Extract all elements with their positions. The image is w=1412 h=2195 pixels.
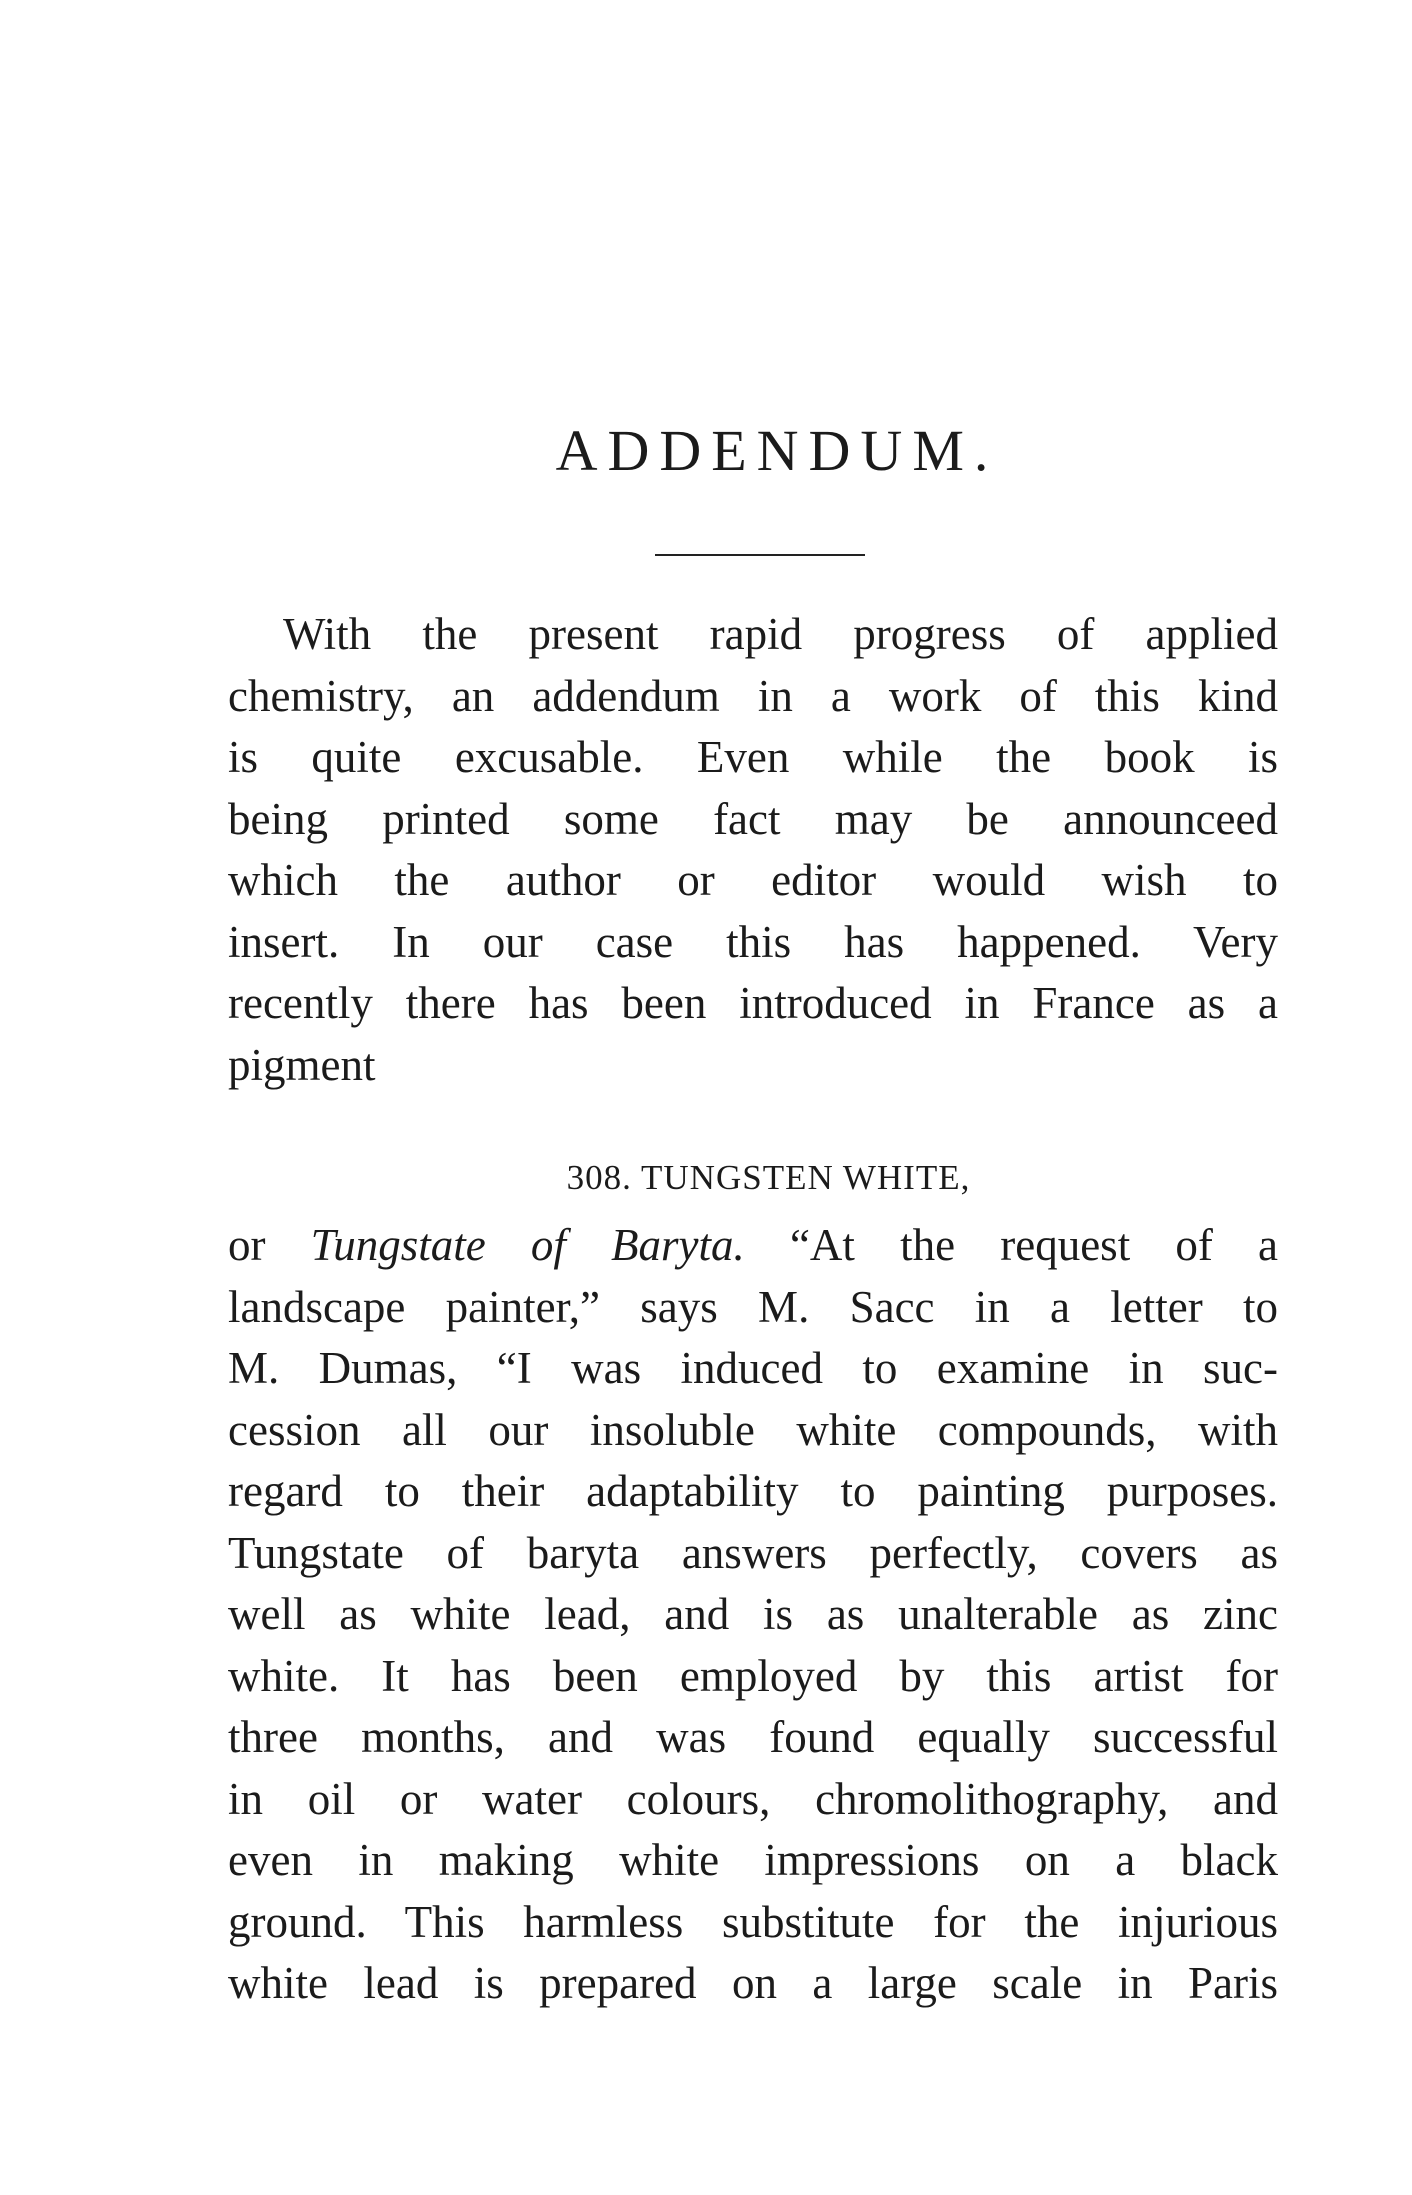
paragraph-line: which the author or editor would wish to — [228, 855, 1278, 905]
paragraph-line: With the present rapid progress of applied — [283, 609, 1278, 659]
tungsten-white-paragraph — [228, 1215, 1278, 2015]
paragraph-line: white. It has been employed by this artist for — [228, 1650, 1278, 1701]
paragraph-first-line — [228, 1215, 1278, 1277]
intro-paragraph — [228, 604, 1278, 1096]
paragraph-line: three months, and was found equally successful — [228, 1712, 1278, 1762]
paragraph-line: ground. This harmless substitute for the injurious — [228, 1896, 1278, 1947]
paragraph-line: pigment — [228, 1039, 376, 1090]
paragraph-line: even in making white impressions on a black — [228, 1835, 1278, 1885]
paragraph-line: regard to their adaptability to painting purposes. — [228, 1466, 1278, 1516]
paragraph-line: landscape painter,” says M. Sacc in a letter to — [228, 1281, 1278, 1332]
paragraph-line: Tungstate of baryta answers perfectly, covers as — [228, 1527, 1278, 1578]
italic-term: Tungstate of Baryta. — [310, 1220, 745, 1270]
title-divider — [655, 554, 865, 556]
paragraph-line: recently there has been introduced in France as a — [228, 978, 1278, 1028]
line-prefix: or — [228, 1220, 311, 1270]
paragraph-line: insert. In our case this has happened. Very — [228, 916, 1278, 967]
paragraph-line: chemistry, an addendum in a work of this kind — [228, 670, 1278, 721]
paragraph-line: being printed some fact may be announceed — [228, 793, 1278, 844]
section-heading: 308. TUNGSTEN WHITE, — [566, 1158, 971, 1197]
page-title: ADDENDUM. — [555, 418, 999, 483]
paragraph-line: in oil or water colours, chromolithography, and — [228, 1773, 1278, 1824]
paragraph-line: cession all our insoluble white compounds, with — [228, 1404, 1278, 1455]
paragraph-line: is quite excusable. Even while the book is — [228, 732, 1278, 782]
paragraph-line: well as white lead, and is as unalterable as zinc — [228, 1589, 1278, 1639]
paragraph-line: M. Dumas, “I was induced to examine in suc- — [228, 1343, 1278, 1393]
paragraph-line: white lead is prepared on a large scale in Paris — [228, 1958, 1278, 2008]
line-suffix: “At the request of a — [744, 1220, 1278, 1270]
